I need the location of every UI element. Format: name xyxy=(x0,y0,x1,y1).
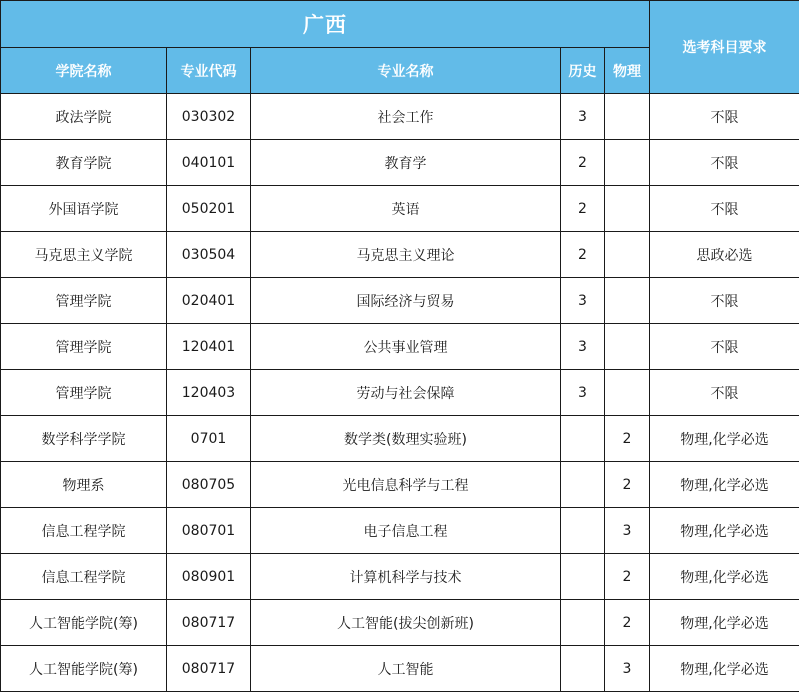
table-row xyxy=(1,370,799,416)
cell-requirement: 物理,化学必选 xyxy=(650,600,799,646)
cell-major: 公共事业管理 xyxy=(251,324,561,370)
header-major: 专业名称 xyxy=(251,48,561,94)
cell-requirement: 物理,化学必选 xyxy=(650,554,799,600)
table-row xyxy=(1,324,799,370)
cell-college: 物理系 xyxy=(1,462,167,508)
cell-history: 2 xyxy=(561,232,605,278)
cell-college: 数学科学学院 xyxy=(1,416,167,462)
header-requirement: 选考科目要求 xyxy=(650,1,799,94)
cell-college: 人工智能学院(筹) xyxy=(1,646,167,692)
header-college: 学院名称 xyxy=(1,48,167,94)
cell-physics xyxy=(605,324,650,370)
cell-requirement: 物理,化学必选 xyxy=(650,646,799,692)
cell-college: 人工智能学院(筹) xyxy=(1,600,167,646)
cell-major: 马克思主义理论 xyxy=(251,232,561,278)
cell-requirement: 不限 xyxy=(650,140,799,186)
cell-major: 计算机科学与技术 xyxy=(251,554,561,600)
cell-major: 数学类(数理实验班) xyxy=(251,416,561,462)
cell-code: 030302 xyxy=(167,94,251,140)
cell-major: 教育学 xyxy=(251,140,561,186)
cell-requirement: 物理,化学必选 xyxy=(650,462,799,508)
table-row xyxy=(1,462,799,508)
cell-code: 080717 xyxy=(167,600,251,646)
cell-requirement: 不限 xyxy=(650,370,799,416)
cell-history xyxy=(561,416,605,462)
table-body xyxy=(1,94,799,692)
cell-college: 政法学院 xyxy=(1,94,167,140)
cell-major: 国际经济与贸易 xyxy=(251,278,561,324)
table-row xyxy=(1,94,799,140)
cell-history: 3 xyxy=(561,324,605,370)
cell-code: 080701 xyxy=(167,508,251,554)
cell-college: 管理学院 xyxy=(1,278,167,324)
header-physics: 物理 xyxy=(605,48,650,94)
table-row xyxy=(1,600,799,646)
cell-requirement: 不限 xyxy=(650,278,799,324)
cell-major: 社会工作 xyxy=(251,94,561,140)
cell-physics: 2 xyxy=(605,462,650,508)
cell-college: 外国语学院 xyxy=(1,186,167,232)
cell-college: 教育学院 xyxy=(1,140,167,186)
cell-requirement: 不限 xyxy=(650,94,799,140)
cell-requirement: 物理,化学必选 xyxy=(650,416,799,462)
cell-major: 人工智能 xyxy=(251,646,561,692)
cell-history: 2 xyxy=(561,140,605,186)
table-row xyxy=(1,140,799,186)
cell-history xyxy=(561,554,605,600)
cell-code: 030504 xyxy=(167,232,251,278)
cell-code: 0701 xyxy=(167,416,251,462)
cell-requirement: 思政必选 xyxy=(650,232,799,278)
cell-physics xyxy=(605,186,650,232)
cell-physics: 3 xyxy=(605,508,650,554)
cell-history xyxy=(561,646,605,692)
cell-requirement: 不限 xyxy=(650,186,799,232)
cell-history: 3 xyxy=(561,278,605,324)
cell-physics: 2 xyxy=(605,600,650,646)
table-row xyxy=(1,186,799,232)
region-title: 广西 xyxy=(1,1,650,48)
table-row xyxy=(1,508,799,554)
cell-college: 信息工程学院 xyxy=(1,508,167,554)
cell-history: 3 xyxy=(561,94,605,140)
cell-history xyxy=(561,508,605,554)
cell-major: 光电信息科学与工程 xyxy=(251,462,561,508)
table-row xyxy=(1,232,799,278)
cell-physics xyxy=(605,278,650,324)
cell-code: 020401 xyxy=(167,278,251,324)
table-row xyxy=(1,416,799,462)
cell-history: 2 xyxy=(561,186,605,232)
cell-college: 管理学院 xyxy=(1,370,167,416)
cell-code: 080901 xyxy=(167,554,251,600)
cell-major: 电子信息工程 xyxy=(251,508,561,554)
cell-history xyxy=(561,462,605,508)
cell-physics xyxy=(605,370,650,416)
cell-college: 管理学院 xyxy=(1,324,167,370)
table-row xyxy=(1,646,799,692)
cell-physics: 3 xyxy=(605,646,650,692)
cell-physics xyxy=(605,232,650,278)
cell-code: 080717 xyxy=(167,646,251,692)
cell-major: 英语 xyxy=(251,186,561,232)
header-code: 专业代码 xyxy=(167,48,251,94)
cell-history: 3 xyxy=(561,370,605,416)
cell-code: 120401 xyxy=(167,324,251,370)
cell-code: 080705 xyxy=(167,462,251,508)
cell-physics: 2 xyxy=(605,554,650,600)
cell-college: 信息工程学院 xyxy=(1,554,167,600)
cell-physics: 2 xyxy=(605,416,650,462)
cell-requirement: 不限 xyxy=(650,324,799,370)
cell-major: 人工智能(拔尖创新班) xyxy=(251,600,561,646)
cell-major: 劳动与社会保障 xyxy=(251,370,561,416)
cell-history xyxy=(561,600,605,646)
cell-code: 040101 xyxy=(167,140,251,186)
header-history: 历史 xyxy=(561,48,605,94)
cell-physics xyxy=(605,140,650,186)
cell-code: 050201 xyxy=(167,186,251,232)
cell-physics xyxy=(605,94,650,140)
table-row xyxy=(1,554,799,600)
cell-code: 120403 xyxy=(167,370,251,416)
cell-college: 马克思主义学院 xyxy=(1,232,167,278)
cell-requirement: 物理,化学必选 xyxy=(650,508,799,554)
table-row xyxy=(1,278,799,324)
